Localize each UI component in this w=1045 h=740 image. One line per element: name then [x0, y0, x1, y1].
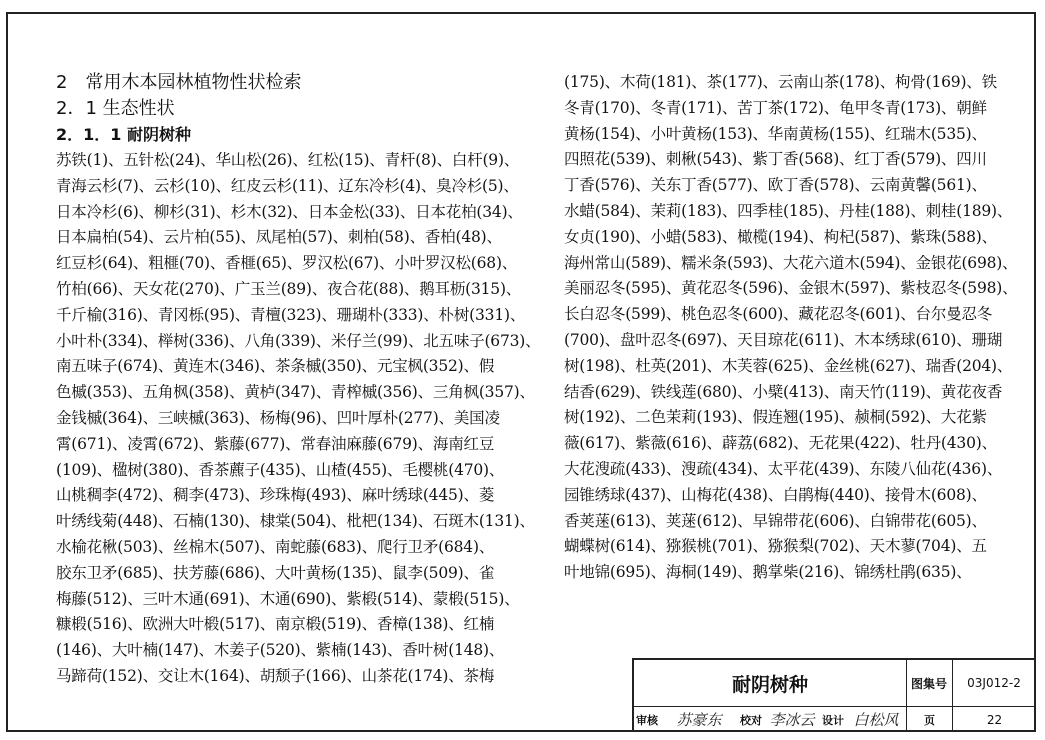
atlas-number: 03J012-2 — [967, 676, 1021, 690]
text-line: 薇(617)、紫薇(616)、薜荔(682)、无花果(422)、牡丹(430)、 — [564, 434, 997, 453]
text-line: (700)、盘叶忍冬(697)、天目琼花(611)、木本绣球(610)、珊瑚 — [564, 330, 1003, 349]
right-text-block — [564, 70, 1018, 586]
title-block-top-row — [634, 660, 1036, 707]
text-line: 叶地锦(695)、海桐(149)、鹅掌柴(216)、锦绣杜鹃(635)、 — [564, 563, 972, 582]
text-line: 金钱槭(364)、三峡槭(363)、杨梅(96)、凹叶厚朴(277)、美国凌 — [56, 408, 500, 427]
page-label: 页 — [924, 713, 935, 727]
text-line: 马蹄荷(152)、交让木(164)、胡颓子(166)、山茶花(174)、茶梅 — [56, 666, 495, 685]
text-line: 糠椴(516)、欧洲大叶椴(517)、南京椴(519)、香樟(138)、红楠 — [56, 615, 495, 634]
reviewer-signature: 苏豪东 — [676, 711, 722, 729]
text-line: 小叶朴(334)、榉树(336)、八角(339)、米仔兰(99)、北五味子(673)、 — [56, 331, 541, 350]
page-number: 22 — [986, 712, 1003, 727]
text-line: 日本扁柏(54)、云片柏(55)、凤尾柏(57)、刺柏(58)、香柏(48)、 — [56, 228, 502, 247]
subsubsection-heading: 2．1．1 耐阴树种 — [56, 125, 191, 144]
text-line: 红豆杉(64)、粗榧(70)、香榧(65)、罗汉松(67)、小叶罗汉松(68)、 — [56, 254, 518, 273]
text-line: 水榆花楸(503)、丝棉木(507)、南蛇藤(683)、爬行卫矛(684)、 — [56, 537, 495, 556]
left-text-block — [56, 148, 541, 690]
text-line: 南五味子(674)、黄连木(346)、茶条槭(350)、元宝枫(352)、假 — [56, 357, 495, 376]
text-line: 千斤榆(316)、青冈栎(95)、青檀(323)、珊瑚朴(333)、朴树(331)、 — [56, 305, 526, 324]
text-line: 胶东卫矛(685)、扶芳藤(686)、大叶黄杨(135)、鼠李(509)、雀 — [56, 563, 495, 582]
text-line: 叶绣线菊(448)、石楠(130)、棣棠(504)、枇杷(134)、石斑木(131)、 — [56, 512, 535, 531]
drawing-title: 耐阴树种 — [634, 660, 907, 706]
checker-label: 校对 — [740, 713, 762, 727]
text-line: (109)、楹树(380)、香茶藨子(435)、山楂(455)、毛樱桃(470)、 — [56, 460, 505, 479]
text-line: 青海云杉(7)、云杉(10)、红皮云杉(11)、辽东冷杉(4)、臭冷杉(5)、 — [56, 176, 519, 195]
atlas-number-label: 图集号 — [906, 660, 953, 706]
text-line: 结香(629)、铁线莲(680)、小檗(413)、南天竹(119)、黄花夜香 — [564, 382, 1003, 401]
text-line: 长白忍冬(599)、桃色忍冬(600)、藏花忍冬(601)、台尔曼忍冬 — [564, 305, 993, 324]
text-line: 女贞(190)、小蜡(583)、橄榄(194)、枸杞(587)、紫珠(588)、 — [564, 227, 997, 246]
text-line: (146)、大叶楠(147)、木姜子(520)、紫楠(143)、香叶树(148)、 — [56, 641, 505, 660]
title-block-sign-row — [634, 707, 1036, 732]
text-line: 海州常山(589)、糯米条(593)、大花六道木(594)、金银花(698)、 — [564, 253, 1018, 272]
subsection-heading: 2．1 生态性状 — [56, 98, 175, 119]
text-line: 丁香(576)、关东丁香(577)、欧丁香(578)、云南黄馨(561)、 — [564, 176, 987, 195]
text-line: (175)、木荷(181)、茶(177)、云南山茶(178)、枸骨(169)、铁 — [564, 73, 997, 91]
text-line: 梅藤(512)、三叶木通(691)、木通(690)、紫椴(514)、蒙椴(515)、 — [56, 589, 520, 608]
checker-signature: 李冰云 — [769, 711, 815, 729]
text-line: 蝴蝶树(614)、猕猴桃(701)、猕猴梨(702)、天木蓼(704)、五 — [564, 537, 987, 556]
text-line: 日本冷杉(6)、柳杉(31)、杉木(32)、日本金松(33)、日本花柏(34)、 — [56, 202, 523, 221]
text-line: 香荚蒾(613)、荚蒾(612)、早锦带花(606)、白锦带花(605)、 — [564, 511, 987, 530]
text-line: 黄杨(154)、小叶黄杨(153)、华南黄杨(155)、红瑞木(535)、 — [564, 124, 987, 143]
text-line: 树(192)、二色茉莉(193)、假连翘(195)、赪桐(592)、大花紫 — [564, 408, 987, 427]
text-line: 色槭(353)、五角枫(358)、黄栌(347)、青榨槭(356)、三角枫(357)、 — [56, 383, 535, 402]
designer-signature: 白松风 — [853, 711, 899, 729]
right-column — [564, 70, 1018, 586]
text-line: 水蜡(584)、茉莉(183)、四季桂(185)、丹桂(188)、刺桂(189)、 — [564, 201, 1013, 220]
title-block — [632, 658, 1036, 732]
text-line: 山桃稠李(472)、稠李(473)、珍珠梅(493)、麻叶绣球(445)、菱 — [56, 486, 495, 505]
left-column — [56, 70, 541, 690]
text-line: 苏铁(1)、五针松(24)、华山松(26)、红松(15)、青杆(8)、白杆(9)、 — [56, 151, 520, 169]
section-heading: 2 常用木本园林植物性状检索 — [56, 72, 302, 93]
text-line: 大花溲疏(433)、溲疏(434)、太平花(439)、东陵八仙花(436)、 — [564, 459, 1003, 478]
reviewer-label: 审核 — [636, 713, 658, 727]
designer-label: 设计 — [822, 713, 844, 727]
text-line: 美丽忍冬(595)、黄花忍冬(596)、金银木(597)、紫枝忍冬(598)、 — [564, 279, 1018, 298]
text-line: 园锥绣球(437)、山梅花(438)、白鹃梅(440)、接骨木(608)、 — [564, 485, 987, 504]
text-line: 冬青(170)、冬青(171)、苦丁茶(172)、龟甲冬青(173)、朝鲜 — [564, 98, 987, 117]
text-line: 树(198)、杜英(201)、木芙蓉(625)、金丝桃(627)、瑞香(204)、 — [564, 356, 1013, 375]
text-line: 竹柏(66)、天女花(270)、广玉兰(89)、夜合花(88)、鹅耳枥(315)、 — [56, 279, 522, 298]
text-line: 霄(671)、凌霄(672)、紫藤(677)、常春油麻藤(679)、海南红豆 — [56, 434, 495, 453]
text-line: 四照花(539)、刺楸(543)、紫丁香(568)、红丁香(579)、四川 — [564, 150, 987, 169]
